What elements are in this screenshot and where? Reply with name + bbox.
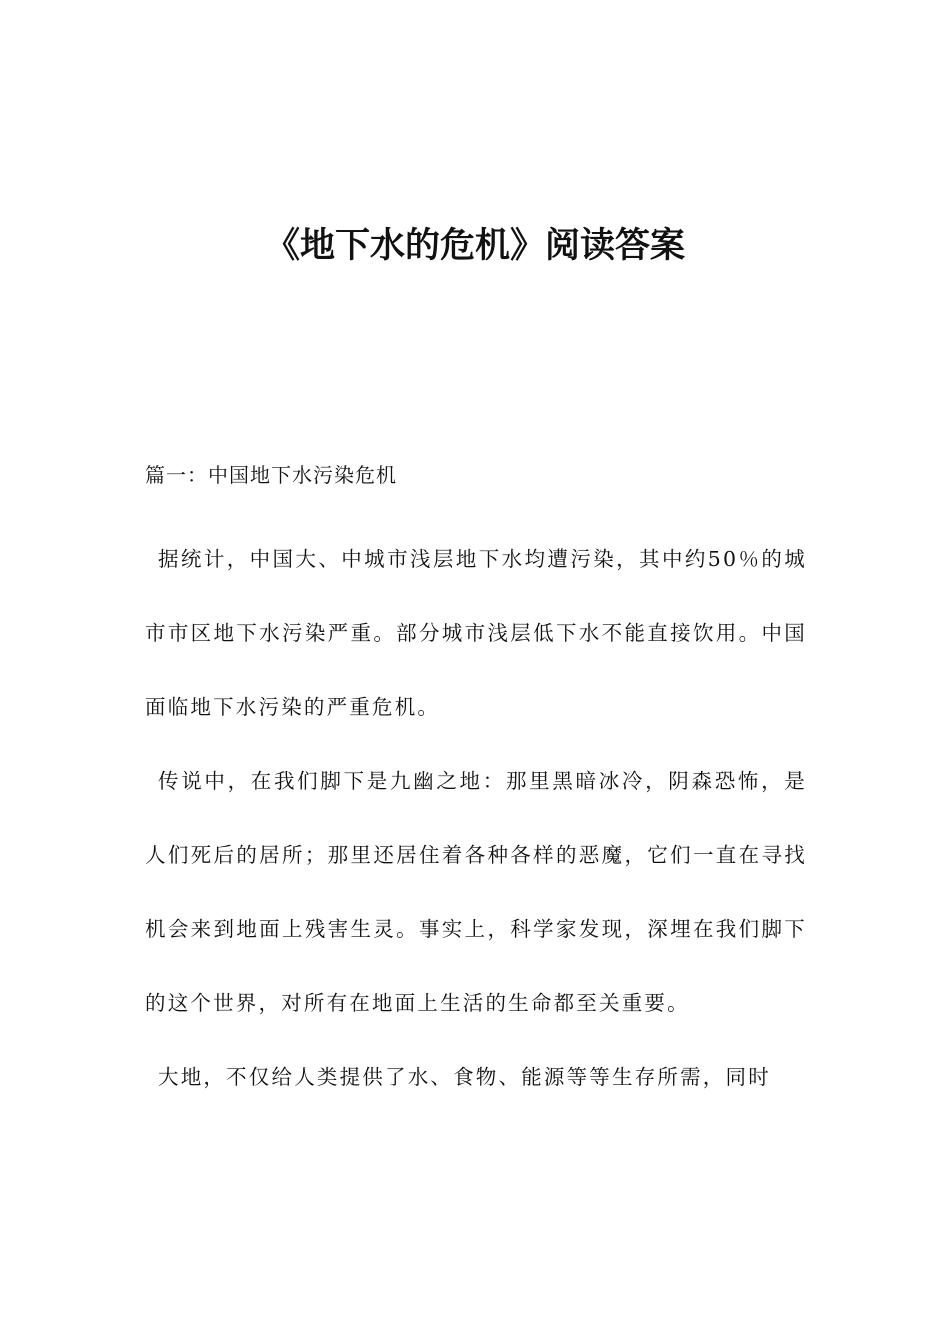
paragraph: 传说中，在我们脚下是九幽之地：那里黑暗冰冷，阴森恐怖，是人们死后的居所；那里还居住着各种各样的恶魔，它们一直在寻找机会来到地面上残害生灵。事实上，科学家发现，深埋在我们脚下的这个世界，对所有在地面上生活的生命都至关重要。	[145, 769, 807, 1015]
document-body	[145, 456, 807, 1114]
paragraph: 大地，不仅给人类提供了水、食物、能源等等生存所需，同时	[158, 1065, 771, 1089]
section-heading: 篇一：中国地下水污染危机	[145, 463, 397, 487]
paragraph: 据统计，中国大、中城市浅层地下水均遭污染，其中约50％的城市市区地下水污染严重。部分城市浅层低下水不能直接饮用。中国面临地下水污染的严重危机。	[145, 547, 807, 719]
page-title: 《地下水的危机》阅读答案	[264, 226, 685, 266]
